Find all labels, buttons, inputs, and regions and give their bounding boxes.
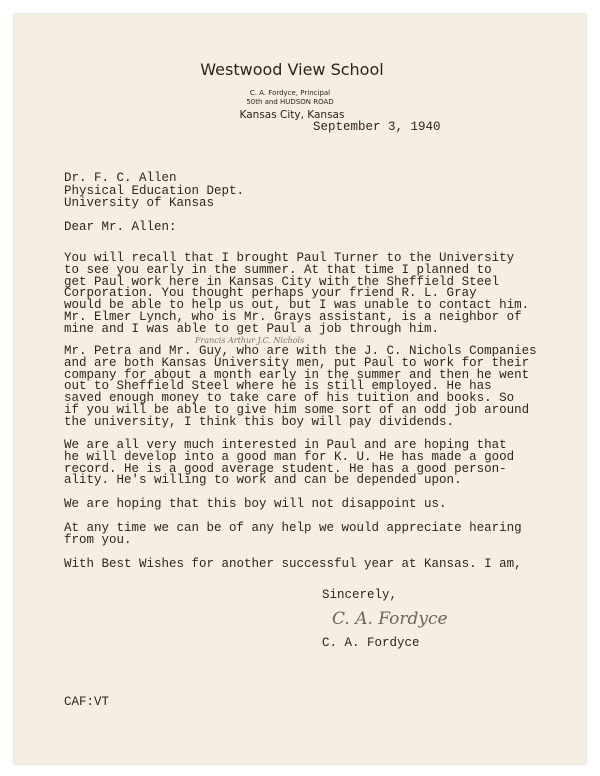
letterhead-city: Kansas City, Kansas xyxy=(239,109,345,121)
closing: Sincerely, xyxy=(322,588,398,602)
text-line: At any time we can be of any help we would appreciate hearing xyxy=(64,521,522,535)
letterhead-street: 50th and HUDSON ROAD xyxy=(246,98,334,106)
text-line: and are both Kansas University men, put Paul to work for their xyxy=(64,355,530,370)
typist-initials: CAF:VT xyxy=(64,695,110,709)
salutation: Dear Mr. Allen: xyxy=(64,220,177,234)
text-line: out to Sheffield Steel where he is still employed. He has xyxy=(64,379,492,394)
letterhead-school: Westwood View School xyxy=(200,60,384,79)
text-line: mine and I was able to get Paul a job through him. xyxy=(64,321,440,336)
text-line: Corporation. You thought perhaps your friend R. L. Gray xyxy=(64,286,477,301)
text-line: company for about a month early in the summer and then he went xyxy=(64,367,530,382)
text-line: saved enough money to take care of his tuition and books. So xyxy=(64,391,515,406)
recipient-line: Physical Education Dept. xyxy=(64,183,245,198)
paragraph-6 xyxy=(64,559,522,571)
text-line: ality. He's willing to work and can be depended upon. xyxy=(64,473,462,488)
text-line: he will develop into a good man for K. U. He has made a good xyxy=(64,449,515,464)
signer-name: C. A. Fordyce xyxy=(322,636,420,650)
text-line: With Best Wishes for another successful year at Kansas. I am, xyxy=(64,557,522,571)
paragraph-2 xyxy=(64,346,537,429)
recipient-line: University of Kansas xyxy=(64,196,215,210)
signature: C. A. Fordyce xyxy=(332,609,448,629)
paragraph-1 xyxy=(64,253,529,336)
text-line: the university, I think this boy will pay dividends. xyxy=(64,414,455,429)
text-line: We are hoping that this boy will not disappoint us. xyxy=(64,497,447,511)
text-line: to see you early in the summer. At that time I planned to xyxy=(64,262,492,277)
paragraph-4 xyxy=(64,499,447,511)
text-line: You will recall that I brought Paul Turner to the University xyxy=(64,251,515,265)
text-line: Mr. Petra and Mr. Guy, who are with the J. C. Nichols Companies xyxy=(64,344,537,358)
text-line: We are all very much interested in Paul and are hoping that xyxy=(64,438,507,452)
text-line: record. He is a good average student. He has a good person- xyxy=(64,461,507,476)
letterhead-principal: C. A. Fordyce, Principal xyxy=(249,89,331,97)
handwritten-note: Francis Arthur J.C. Nichols xyxy=(195,335,305,345)
recipient-address xyxy=(64,172,244,210)
text-line: get Paul work here in Kansas City with the Sheffield Steel xyxy=(64,274,500,289)
text-line: Mr. Elmer Lynch, who is Mr. Grays assistant, is a neighbor of xyxy=(64,309,522,324)
text-line: if you will be able to give him some sort of an odd job around xyxy=(64,402,530,417)
text-line: would be able to help us out, but I was unable to contact him. xyxy=(64,298,530,313)
text-line: from you. xyxy=(64,532,132,547)
paragraph-3 xyxy=(64,440,514,487)
letter-date: September 3, 1940 xyxy=(313,120,441,134)
paragraph-5 xyxy=(64,523,522,547)
recipient-line: Dr. F. C. Allen xyxy=(64,171,177,185)
